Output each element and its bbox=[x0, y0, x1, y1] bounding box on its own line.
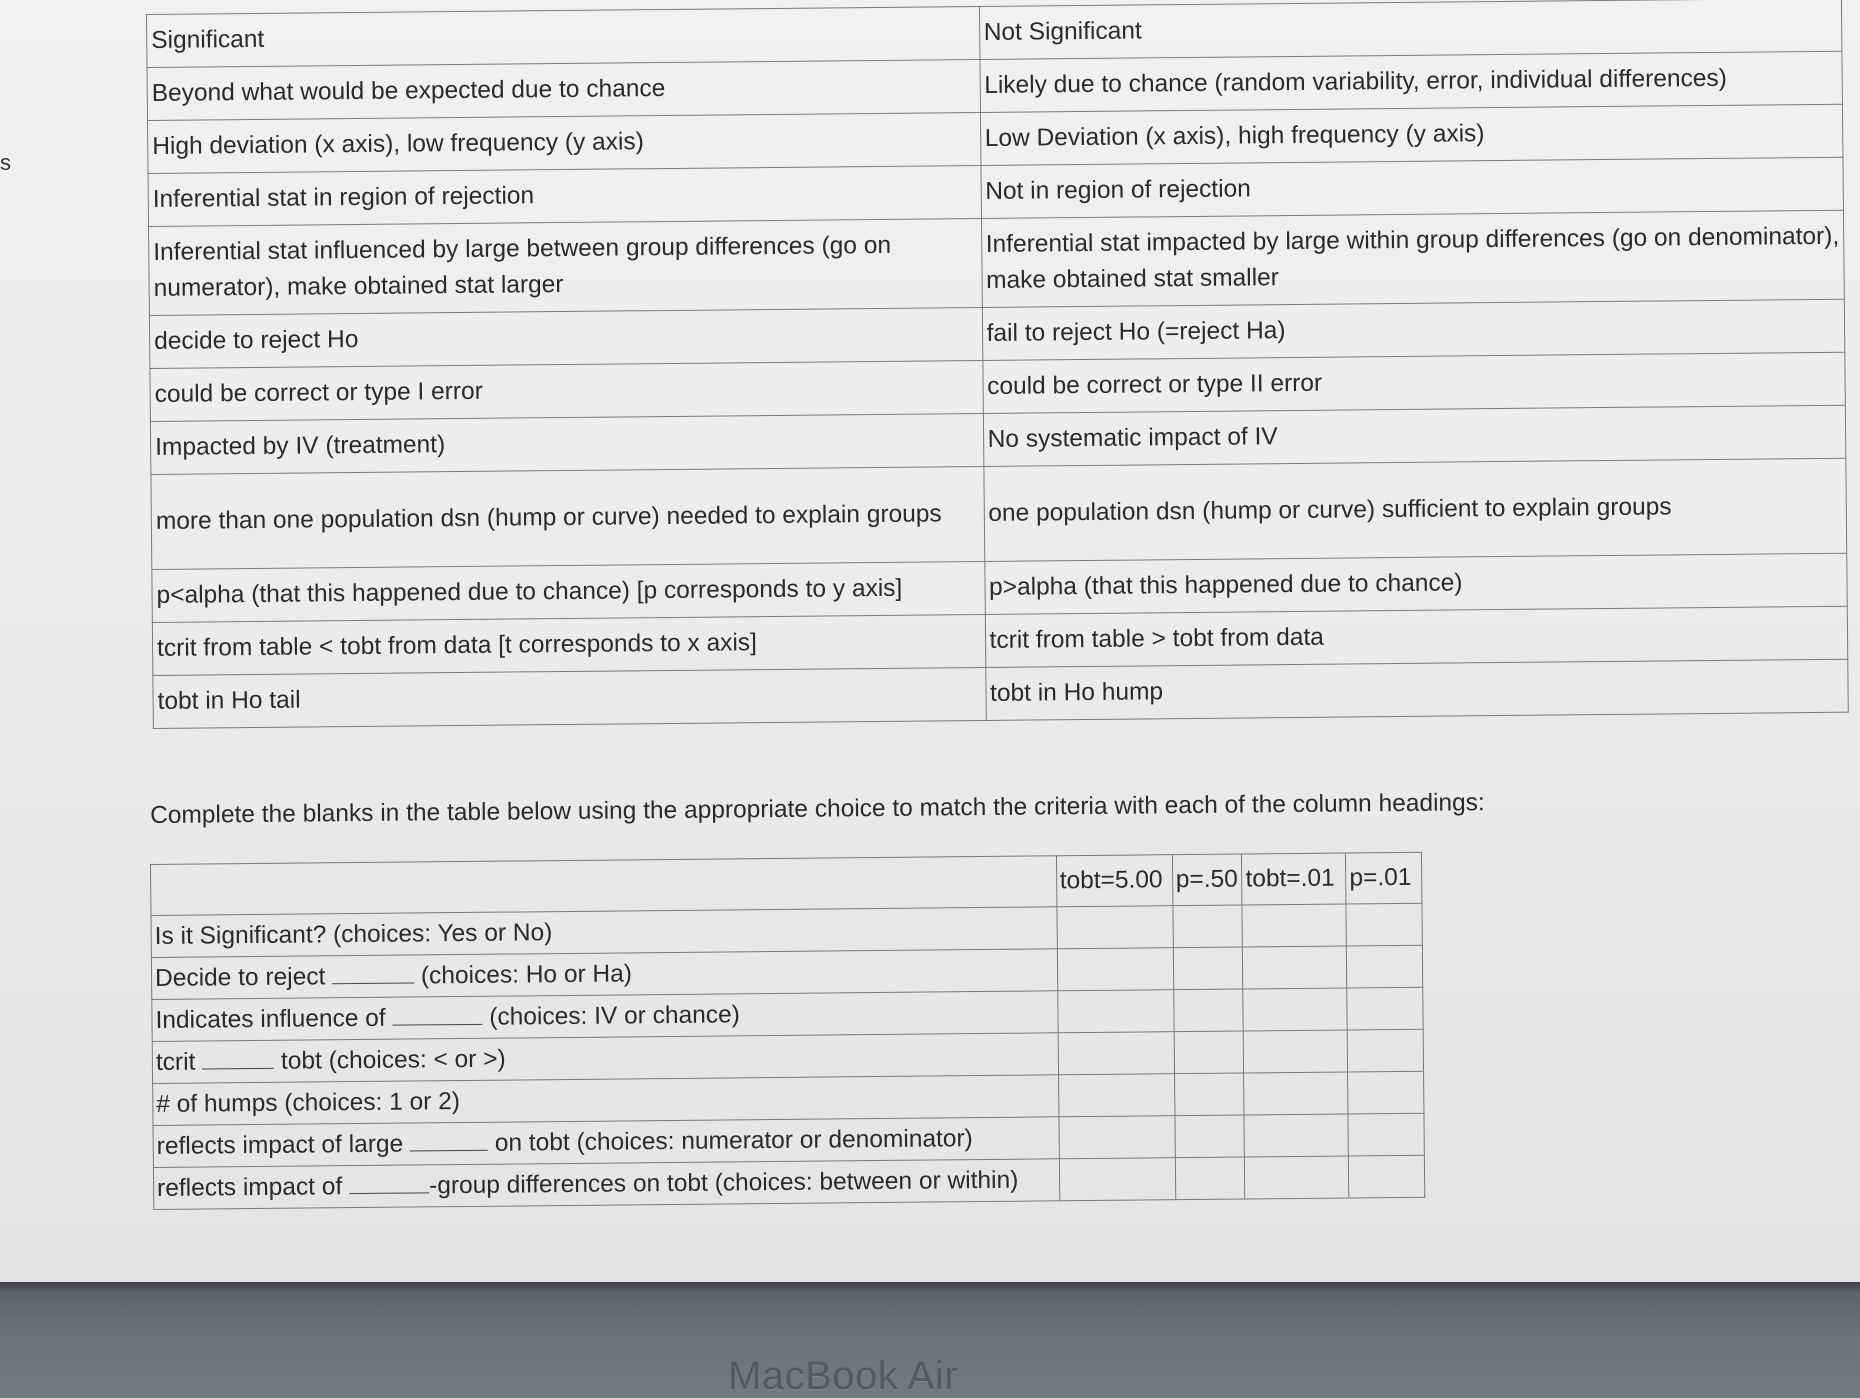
cell-significant: High deviation (x axis), low frequency (y axis) bbox=[148, 112, 981, 173]
answer-cell[interactable] bbox=[1173, 905, 1243, 948]
blank-line bbox=[202, 1050, 274, 1070]
cell-not-significant: Not in region of rejection bbox=[981, 157, 1844, 218]
cell-significant: tcrit from table < tobt from data [t corresponds to x axis] bbox=[152, 614, 985, 675]
cell-not-significant: fail to reject Ho (=reject Ha) bbox=[982, 299, 1845, 360]
answer-cell[interactable] bbox=[1348, 1113, 1424, 1156]
answer-cell[interactable] bbox=[1347, 987, 1423, 1030]
cell-not-significant: No systematic impact of IV bbox=[983, 405, 1846, 466]
header-p-01: p=.01 bbox=[1346, 852, 1422, 904]
answer-cell[interactable] bbox=[1347, 945, 1423, 988]
header-not-significant: Not Significant bbox=[979, 0, 1842, 60]
table-row bbox=[149, 210, 1845, 315]
cell-significant: Inferential stat in region of rejection bbox=[148, 165, 981, 226]
criteria-text: # of humps (choices: 1 or 2) bbox=[156, 1087, 461, 1118]
macbook-air-label: MacBook Air bbox=[728, 1354, 959, 1398]
header-p-50: p=.50 bbox=[1172, 854, 1242, 906]
answer-cell[interactable] bbox=[1349, 1155, 1425, 1198]
blank-line bbox=[410, 1132, 488, 1152]
answer-cell[interactable] bbox=[1057, 990, 1173, 1033]
cell-not-significant: one population dsn (hump or curve) sufficient to explain groups bbox=[983, 458, 1846, 561]
cell-not-significant: tcrit from table > tobt from data bbox=[985, 606, 1848, 667]
header-significant: Significant bbox=[147, 7, 980, 68]
answer-cell[interactable] bbox=[1174, 1073, 1244, 1116]
blank-line bbox=[349, 1174, 429, 1194]
criteria-choices: (choices: IV or chance) bbox=[482, 1001, 740, 1031]
answer-cell[interactable] bbox=[1347, 1029, 1423, 1072]
answer-cell[interactable] bbox=[1173, 989, 1243, 1032]
cut-off-text: s bbox=[0, 150, 11, 175]
answer-cell[interactable] bbox=[1244, 1072, 1348, 1115]
laptop-bezel bbox=[0, 1282, 1860, 1398]
cell-not-significant: Likely due to chance (random variability, error, individual differences) bbox=[980, 51, 1843, 112]
cell-significant: Beyond what would be expected due to chance bbox=[147, 60, 980, 121]
answer-cell[interactable] bbox=[1243, 1030, 1347, 1073]
criteria-text: Is it Significant? (choices: Yes or No) bbox=[154, 918, 553, 950]
cell-significant: p<alpha (that this happened due to chance) [p corresponds to y axis] bbox=[152, 561, 985, 622]
answer-cell[interactable] bbox=[1059, 1158, 1175, 1201]
cell-significant: could be correct or type I error bbox=[150, 360, 983, 421]
cell-not-significant: p>alpha (that this happened due to chance) bbox=[984, 553, 1847, 614]
criteria-choices: on tobt (choices: numerator or denominator) bbox=[487, 1124, 973, 1157]
criteria-text: Indicates influence of bbox=[155, 1004, 393, 1034]
answer-cell[interactable] bbox=[1348, 1071, 1424, 1114]
cell-significant: decide to reject Ho bbox=[149, 307, 982, 368]
fill-in-table bbox=[150, 852, 1425, 1210]
answer-cell[interactable] bbox=[1346, 903, 1422, 946]
criteria-table bbox=[146, 0, 1849, 729]
cell-significant: Inferential stat influenced by large between group differences (go on numerator), make obtained stat larger bbox=[149, 218, 982, 315]
answer-cell[interactable] bbox=[1058, 1032, 1174, 1075]
cell-significant: Impacted by IV (treatment) bbox=[150, 413, 983, 474]
criteria-cell bbox=[153, 1159, 1059, 1210]
answer-cell[interactable] bbox=[1057, 948, 1173, 991]
answer-cell[interactable] bbox=[1175, 1157, 1245, 1200]
answer-cell[interactable] bbox=[1242, 904, 1346, 947]
header-tobt-5: tobt=5.00 bbox=[1056, 855, 1173, 907]
answer-cell[interactable] bbox=[1243, 988, 1347, 1031]
blank-line bbox=[332, 964, 414, 984]
answer-cell[interactable] bbox=[1245, 1156, 1349, 1199]
answer-cell[interactable] bbox=[1056, 906, 1172, 949]
cell-significant: tobt in Ho tail bbox=[153, 667, 986, 728]
cell-not-significant: tobt in Ho hump bbox=[985, 659, 1848, 720]
answer-cell[interactable] bbox=[1243, 946, 1347, 989]
cell-not-significant: Inferential stat impacted by large within group differences (go on denominator), make obtained stat smaller bbox=[981, 210, 1844, 307]
answer-cell[interactable] bbox=[1175, 1115, 1245, 1158]
instruction-text: Complete the blanks in the table below using the appropriate choice to match the criteria with each of the column headings: bbox=[150, 789, 1485, 829]
blank-line bbox=[392, 1006, 482, 1026]
answer-cell[interactable] bbox=[1174, 1031, 1244, 1074]
header-empty-cell bbox=[151, 856, 1057, 916]
answer-cell[interactable] bbox=[1244, 1114, 1348, 1157]
cell-significant: more than one population dsn (hump or curve) needed to explain groups bbox=[151, 466, 984, 569]
header-tobt-01: tobt=.01 bbox=[1242, 853, 1346, 905]
answer-cell[interactable] bbox=[1058, 1074, 1174, 1117]
criteria-choices: -group differences on tobt (choices: between or within) bbox=[428, 1166, 1019, 1200]
cell-not-significant: could be correct or type II error bbox=[982, 352, 1845, 413]
criteria-choices: (choices: Ho or Ha) bbox=[413, 960, 633, 990]
cell-not-significant: Low Deviation (x axis), high frequency (y axis) bbox=[980, 104, 1843, 165]
criteria-text: Decide to reject bbox=[154, 962, 333, 992]
criteria-text: tcrit bbox=[155, 1048, 203, 1076]
bezel-shadow bbox=[0, 1282, 1860, 1292]
answer-cell[interactable] bbox=[1059, 1116, 1175, 1159]
criteria-choices: tobt (choices: < or >) bbox=[274, 1045, 506, 1075]
table-row bbox=[151, 458, 1847, 569]
criteria-text: reflects impact of bbox=[156, 1172, 350, 1202]
answer-cell[interactable] bbox=[1173, 947, 1243, 990]
criteria-text: reflects impact of large bbox=[156, 1130, 411, 1160]
